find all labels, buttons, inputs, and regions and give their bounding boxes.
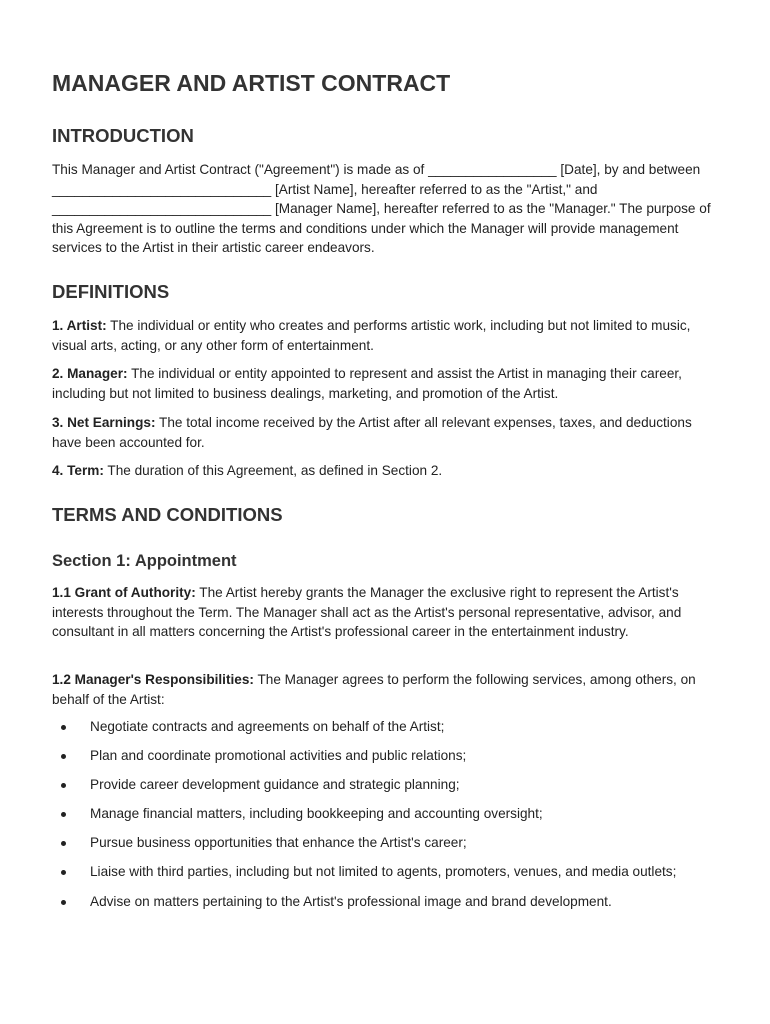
list-item: Manage financial matters, including bookkeeping and accounting oversight; xyxy=(52,804,720,824)
clause-1-2 xyxy=(52,670,720,709)
introduction-text: This Manager and Artist Contract ("Agreement") is made as of _________________ [Date], by and between _____________________________ [Artist Name], hereafter referred to as the "Artist," and _____________________________ [Manager Name], hereafter referred to as the "Manager." The purpose of this Agreement is to outline the terms and conditions under which the Manager will provide management services to the Artist in their artistic career endeavors. xyxy=(52,162,711,255)
page-title: MANAGER AND ARTIST CONTRACT xyxy=(52,70,451,96)
terms-heading: TERMS AND CONDITIONS xyxy=(52,504,283,525)
list-item: Negotiate contracts and agreements on behalf of the Artist; xyxy=(52,717,720,737)
definition-term: 2. Manager: xyxy=(52,366,128,381)
definition-item xyxy=(52,461,720,481)
bullet-icon xyxy=(61,725,66,730)
responsibilities-list xyxy=(52,717,720,921)
definition-item xyxy=(52,364,720,403)
definition-text: The duration of this Agreement, as defined in Section 2. xyxy=(103,463,443,478)
definition-item xyxy=(52,316,720,355)
definition-text: The total income received by the Artist after all relevant expenses, taxes, and deductions have been accounted for. xyxy=(52,415,692,450)
definition-term: 4. Term: xyxy=(52,463,104,478)
clause-term: 1.2 Manager's Responsibilities: xyxy=(52,672,254,687)
bullet-icon xyxy=(61,783,66,788)
list-item: Advise on matters pertaining to the Artist's professional image and brand development. xyxy=(52,892,720,912)
clause-1-1 xyxy=(52,583,720,642)
definition-term: 1. Artist: xyxy=(52,318,107,333)
definition-text: The individual or entity appointed to represent and assist the Artist in managing their career, including but not limited to business dealings, marketing, and promotion of the Artist. xyxy=(52,366,682,401)
introduction-heading: INTRODUCTION xyxy=(52,125,194,146)
definition-text: The individual or entity who creates and performs artistic work, including but not limited to music, visual arts, acting, or any other form of entertainment. xyxy=(52,318,691,353)
bullet-icon xyxy=(61,870,66,875)
clause-text: The Manager agrees to perform the following services, among others, on behalf of the Artist: xyxy=(52,672,696,707)
clause-text: The Artist hereby grants the Manager the exclusive right to represent the Artist's interests throughout the Term. The Manager shall act as the Artist's personal representative, advisor, and consultant in all matters concerning the Artist's professional career in the entertainment industry. xyxy=(52,585,682,639)
definitions-heading: DEFINITIONS xyxy=(52,281,170,302)
bullet-icon xyxy=(61,812,66,817)
bullet-icon xyxy=(61,900,66,905)
definition-term: 3. Net Earnings: xyxy=(52,415,156,430)
clause-term: 1.1 Grant of Authority: xyxy=(52,585,196,600)
list-item: Liaise with third parties, including but not limited to agents, promoters, venues, and media outlets; xyxy=(52,862,720,882)
list-item: Provide career development guidance and strategic planning; xyxy=(52,775,720,795)
list-item: Pursue business opportunities that enhance the Artist's career; xyxy=(52,833,720,853)
bullet-icon xyxy=(61,754,66,759)
definition-item xyxy=(52,413,720,452)
section-1-heading: Section 1: Appointment xyxy=(52,552,237,570)
bullet-icon xyxy=(61,841,66,846)
list-item: Plan and coordinate promotional activities and public relations; xyxy=(52,746,720,766)
